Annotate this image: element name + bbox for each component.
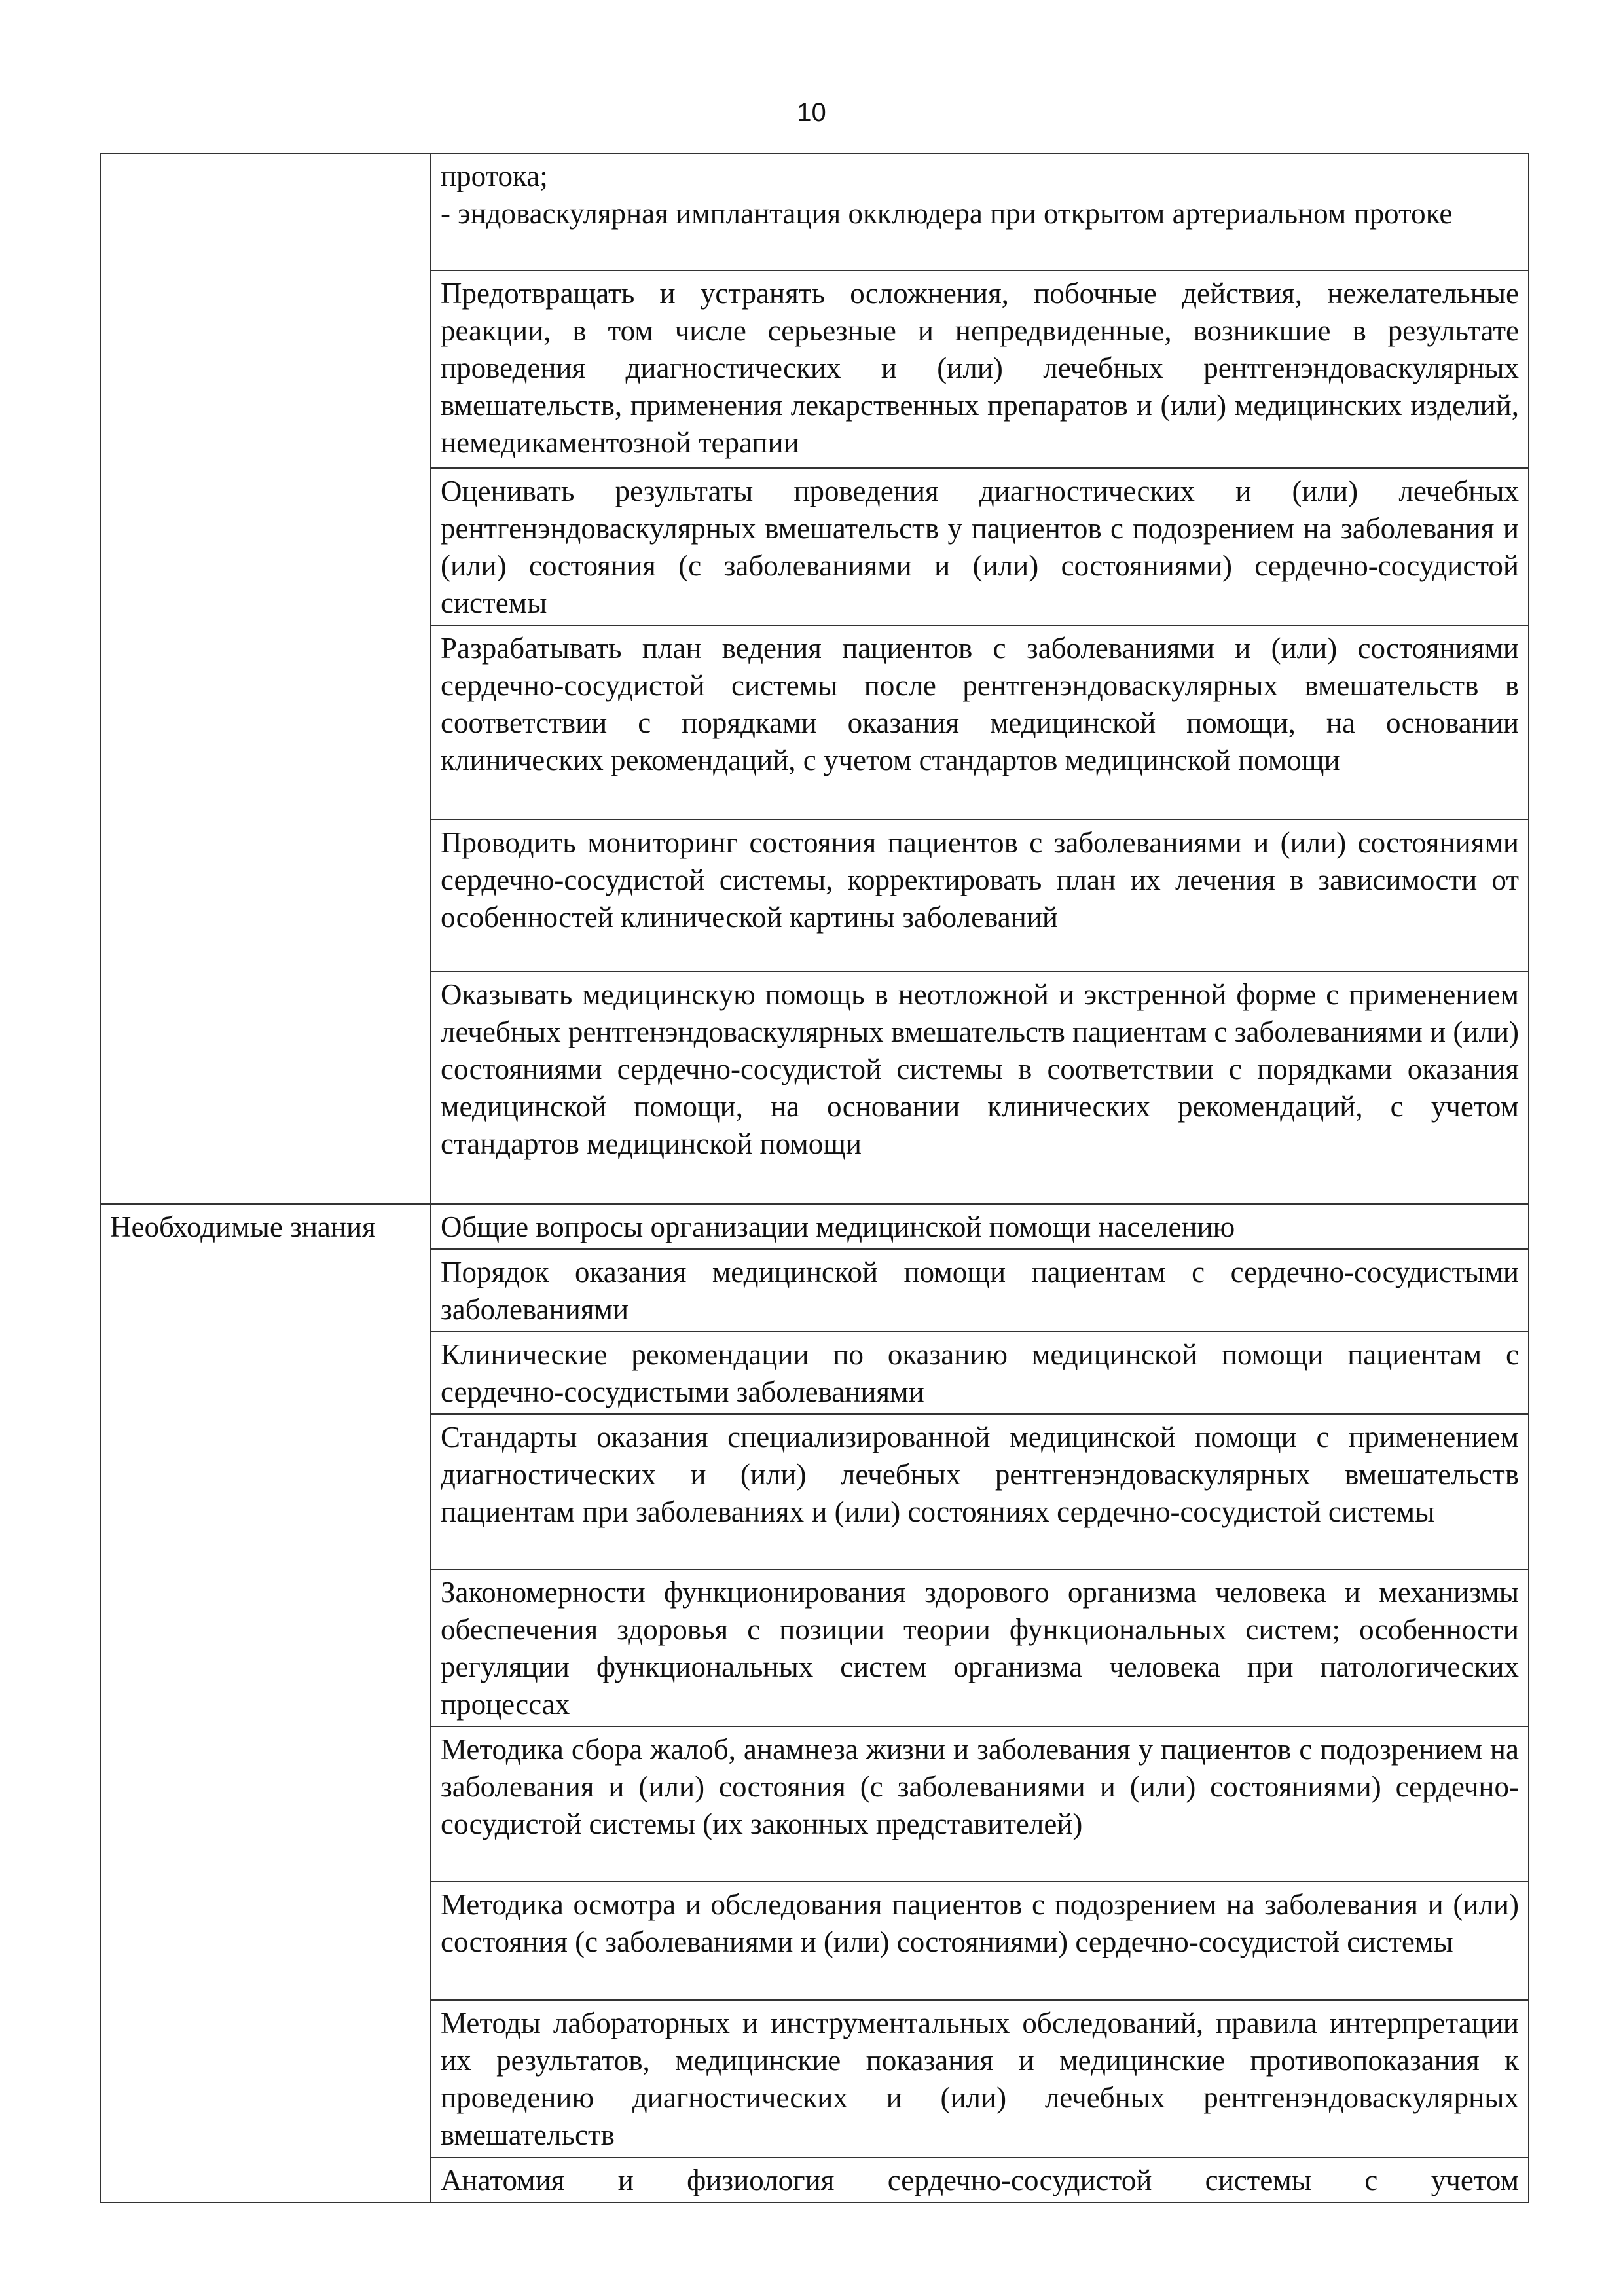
- knowledge-cell: Клинические рекомендации по оказанию медицинской помощи пациентам с сердечно-сосудистыми заболеваниями: [431, 1332, 1529, 1414]
- knowledge-cell: Методы лабораторных и инструментальных обследований, правила интерпретации их результатов, медицинские показания и медицинские противопоказания к проведению диагностических и (или) лечебных рентгенэндоваскулярных вмешательств: [431, 2000, 1529, 2157]
- skill-text: - эндоваскулярная имплантация окклюдера при открытом артериальном протоке: [441, 197, 1453, 230]
- skill-cell: Оказывать медицинскую помощь в неотложной и экстренной форме с применением лечебных рентгенэндоваскулярных вмешательств пациентам с заболеваниями и (или) состояниями сердечно-сосудистой системы в соответствии с порядками оказания медицинской помощи, на основании клинических рекомендаций, с учетом стандартов медицинской помощи: [431, 972, 1529, 1204]
- skill-cell: Разрабатывать план ведения пациентов с заболеваниями и (или) состояниями сердечно-сосудистой системы после рентгенэндоваскулярных вмешательств в соответствии с порядками оказания медицинской помощи, на основании клинических рекомендаций, с учетом стандартов медицинской помощи: [431, 625, 1529, 820]
- skill-text: протока;: [441, 160, 548, 192]
- table-row: [100, 153, 1529, 270]
- skill-cell: Оценивать результаты проведения диагностических и (или) лечебных рентгенэндоваскулярных вмешательств у пациентов с подозрением на заболевания и (или) состояния (с заболеваниями и (или) состояниями) сердечно-сосудистой системы: [431, 468, 1529, 625]
- table-row: [100, 1204, 1529, 1249]
- skill-cell: Проводить мониторинг состояния пациентов с заболеваниями и (или) состояниями сердечно-сосудистой системы, корректировать план их лечения в зависимости от особенностей клинической картины заболеваний: [431, 820, 1529, 972]
- knowledge-cell: Закономерности функционирования здорового организма человека и механизмы обеспечения здоровья с позиции теории функциональных систем; особенности регуляции функциональных систем организма человека при патологических процессах: [431, 1569, 1529, 1726]
- knowledge-cell: Методика осмотра и обследования пациентов с подозрением на заболевания и (или) состояния (с заболеваниями и (или) состояниями) сердечно-сосудистой системы: [431, 1882, 1529, 2000]
- skill-cell: [431, 153, 1529, 270]
- skill-cell: Предотвращать и устранять осложнения, побочные действия, нежелательные реакции, в том числе серьезные и непредвиденные, возникшие в результате проведения диагностических и (или) лечебных рентгенэндоваскулярных вмешательств, применения лекарственных препаратов и (или) медицинских изделий, немедикаментозной терапии: [431, 270, 1529, 468]
- knowledge-label-cell: Необходимые знания: [100, 1204, 431, 2202]
- knowledge-cell: Анатомия и физиология сердечно-сосудистой системы с учетом: [431, 2157, 1529, 2202]
- competency-table: [100, 153, 1529, 2203]
- skills-continued-label-cell: [100, 153, 431, 1204]
- knowledge-cell: Стандарты оказания специализированной медицинской помощи с применением диагностических и (или) лечебных рентгенэндоваскулярных вмешательств пациентам при заболеваниях и (или) состояниях сердечно-сосудистой системы: [431, 1414, 1529, 1569]
- page-number: 10: [797, 98, 826, 127]
- knowledge-cell: Порядок оказания медицинской помощи пациентам с сердечно-сосудистыми заболеваниями: [431, 1249, 1529, 1332]
- knowledge-cell: Общие вопросы организации медицинской помощи населению: [431, 1204, 1529, 1249]
- knowledge-cell: Методика сбора жалоб, анамнеза жизни и заболевания у пациентов с подозрением на заболевания и (или) состояния (с заболеваниями и (или) состояниями) сердечно-сосудистой системы (их законных представителей): [431, 1726, 1529, 1882]
